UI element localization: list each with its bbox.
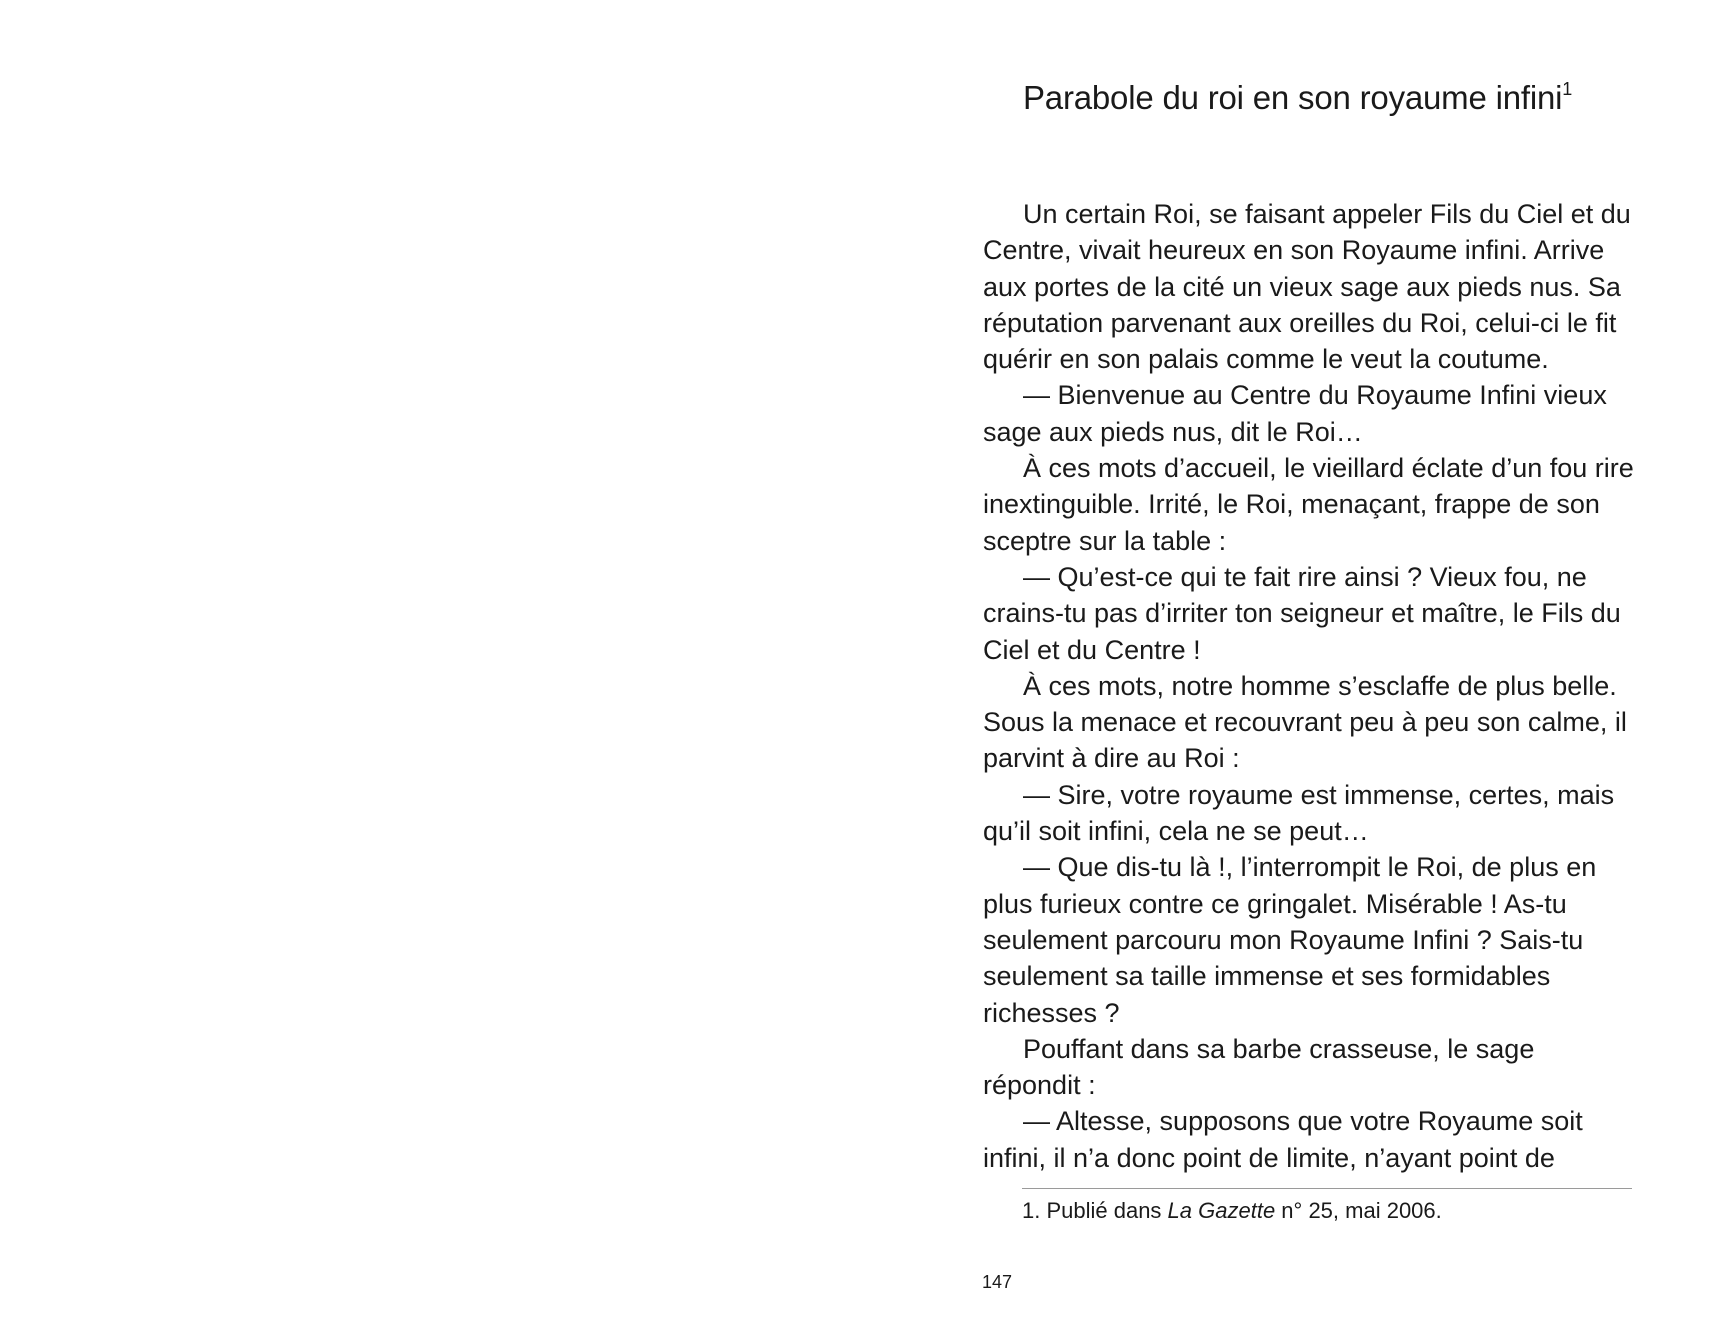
paragraph: À ces mots, notre homme s’esclaffe de plus belle. Sous la menace et recouvrant peu à peu son calme, il parvint à dire au Roi : (983, 670, 1627, 774)
chapter-title-text: Parabole du roi en son royaume infini (1023, 79, 1563, 116)
body-text (983, 196, 1635, 1176)
paragraph: — Qu’est-ce qui te fait rire ainsi ? Vieux fou, ne crains-tu pas d’irriter ton seigneur et maître, le Fils du Ciel et du Centre ! (983, 561, 1621, 665)
paragraph: — Sire, votre royaume est immense, certes, mais qu’il soit infini, cela ne se peut… (983, 779, 1615, 847)
paragraph: — Altesse, supposons que votre Royaume soit infini, il n’a donc point de limite, n’ayant point de (983, 1106, 1583, 1173)
paragraph: À ces mots d’accueil, le vieillard éclate d’un fou rire inextinguible. Irrité, le Roi, menaçant, frappe de son sceptre sur la table : (983, 453, 1634, 556)
paragraph: — Bienvenue au Centre du Royaume Infini vieux sage aux pieds nus, dit le Roi… (983, 380, 1607, 447)
paragraph: Un certain Roi, se faisant appeler Fils du Ciel et du Centre, vivait heureux en son Royaume infini. Arrive aux portes de la cité un vieux sage aux pieds nus. Sa réputation parvenant aux oreilles du Roi, celui-ci le fit quérir en son palais comme le veut la coutume. (983, 199, 1631, 375)
page-number: 147 (982, 1272, 1013, 1292)
paragraph: Pouffant dans sa barbe crasseuse, le sage répondit : (983, 1033, 1535, 1101)
chapter-title (1023, 78, 1572, 118)
footnote-divider (1022, 1188, 1632, 1189)
footnote-suffix: n° 25, mai 2006. (1275, 1198, 1442, 1223)
footnote-reference: 1 (1562, 79, 1573, 99)
footnote (1022, 1196, 1442, 1226)
footnote-publication: La Gazette (1167, 1198, 1276, 1223)
paragraph: — Que dis-tu là !, l’interrompit le Roi, de plus en plus furieux contre ce gringalet. Misérable ! As-tu seulement parcouru mon Royaume Infini ? Sais-tu seulement sa taille immense et ses formidables richesses ? (983, 852, 1597, 1028)
footnote-prefix: 1. Publié dans (1022, 1198, 1168, 1223)
